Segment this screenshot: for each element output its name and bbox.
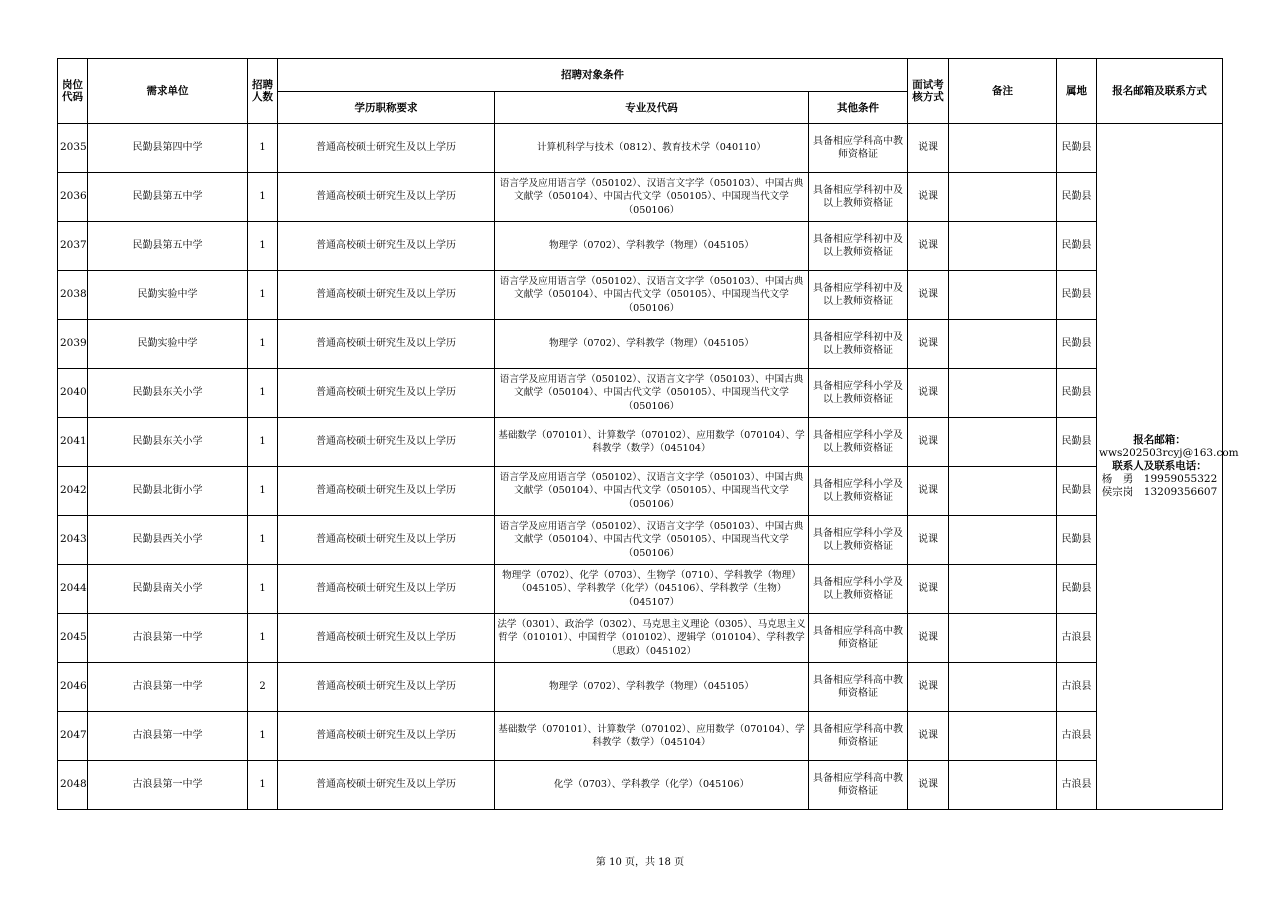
- cell-unit: 民勤县第五中学: [88, 222, 248, 271]
- cell-unit: 民勤县第四中学: [88, 124, 248, 173]
- cell-remark: [949, 418, 1057, 467]
- cell-interview: 说课: [908, 712, 949, 761]
- cell-region: 古浪县: [1057, 614, 1097, 663]
- cell-region: 古浪县: [1057, 761, 1097, 810]
- cell-interview: 说课: [908, 320, 949, 369]
- cell-count: 1: [248, 467, 278, 516]
- cell-region: 民勤县: [1057, 418, 1097, 467]
- cell-code: 2047: [58, 712, 88, 761]
- email-address: wws202503rcyj@163.com: [1099, 447, 1239, 459]
- header-contact: 报名邮箱及联系方式: [1097, 59, 1223, 124]
- cell-code: 2040: [58, 369, 88, 418]
- cell-remark: [949, 124, 1057, 173]
- header-count: 招聘人数: [248, 59, 278, 124]
- cell-unit: 民勤县南关小学: [88, 565, 248, 614]
- cell-major: 化学（0703）、学科教学（化学）（045106）: [495, 761, 809, 810]
- cell-count: 1: [248, 124, 278, 173]
- table-row: [58, 173, 1223, 222]
- cell-other: 具备相应学科初中及以上教师资格证: [809, 320, 908, 369]
- header-education: 学历职称要求: [278, 92, 495, 124]
- cell-major: 语言学及应用语言学（050102）、汉语言文字学（050103）、中国古典文献学（050104）、中国古代文学（050105）、中国现当代文学（050106）: [495, 467, 809, 516]
- cell-major: 物理学（0702）、学科教学（物理）（045105）: [495, 222, 809, 271]
- cell-code: 2036: [58, 173, 88, 222]
- cell-major: 物理学（0702）、学科教学（物理）（045105）: [495, 663, 809, 712]
- cell-count: 1: [248, 614, 278, 663]
- cell-other: 具备相应学科初中及以上教师资格证: [809, 222, 908, 271]
- cell-code: 2041: [58, 418, 88, 467]
- cell-code: 2042: [58, 467, 88, 516]
- table-row: [58, 369, 1223, 418]
- cell-region: 民勤县: [1057, 271, 1097, 320]
- cell-interview: 说课: [908, 418, 949, 467]
- cell-education: 普通高校硕士研究生及以上学历: [278, 271, 495, 320]
- table-row: [58, 124, 1223, 173]
- cell-education: 普通高校硕士研究生及以上学历: [278, 467, 495, 516]
- cell-code: 2039: [58, 320, 88, 369]
- header-other: 其他条件: [809, 92, 908, 124]
- cell-count: 1: [248, 173, 278, 222]
- cell-remark: [949, 614, 1057, 663]
- cell-unit: 民勤县东关小学: [88, 369, 248, 418]
- cell-education: 普通高校硕士研究生及以上学历: [278, 124, 495, 173]
- cell-unit: 民勤县北街小学: [88, 467, 248, 516]
- cell-code: 2043: [58, 516, 88, 565]
- cell-count: 1: [248, 712, 278, 761]
- cell-count: 1: [248, 320, 278, 369]
- cell-count: 1: [248, 271, 278, 320]
- cell-remark: [949, 516, 1057, 565]
- cell-count: 1: [248, 565, 278, 614]
- table-row: [58, 712, 1223, 761]
- cell-region: 民勤县: [1057, 369, 1097, 418]
- table-row: [58, 761, 1223, 810]
- cell-education: 普通高校硕士研究生及以上学历: [278, 663, 495, 712]
- cell-education: 普通高校硕士研究生及以上学历: [278, 712, 495, 761]
- cell-major: 基础数学（070101）、计算数学（070102）、应用数学（070104）、学科教学（数学）（045104）: [495, 418, 809, 467]
- cell-region: 民勤县: [1057, 222, 1097, 271]
- cell-code: 2035: [58, 124, 88, 173]
- cell-major: 语言学及应用语言学（050102）、汉语言文字学（050103）、中国古典文献学（050104）、中国古代文学（050105）、中国现当代文学（050106）: [495, 516, 809, 565]
- cell-region: 古浪县: [1057, 663, 1097, 712]
- cell-education: 普通高校硕士研究生及以上学历: [278, 614, 495, 663]
- cell-region: 民勤县: [1057, 320, 1097, 369]
- cell-interview: 说课: [908, 173, 949, 222]
- cell-code: 2048: [58, 761, 88, 810]
- recruitment-table: [57, 58, 1239, 810]
- cell-education: 普通高校硕士研究生及以上学历: [278, 418, 495, 467]
- cell-education: 普通高校硕士研究生及以上学历: [278, 320, 495, 369]
- cell-unit: 古浪县第一中学: [88, 712, 248, 761]
- cell-major: 语言学及应用语言学（050102）、汉语言文字学（050103）、中国古典文献学（050104）、中国古代文学（050105）、中国现当代文学（050106）: [495, 271, 809, 320]
- cell-major: 物理学（0702）、化学（0703）、生物学（0710）、学科教学（物理）（045105）、学科教学（化学）（045106）、学科教学（生物）（045107）: [495, 565, 809, 614]
- table-row: [58, 467, 1223, 516]
- cell-count: 1: [248, 369, 278, 418]
- header-remark: 备注: [949, 59, 1057, 124]
- cell-major: 语言学及应用语言学（050102）、汉语言文字学（050103）、中国古典文献学（050104）、中国古代文学（050105）、中国现当代文学（050106）: [495, 369, 809, 418]
- table-row: [58, 320, 1223, 369]
- cell-unit: 民勤县第五中学: [88, 173, 248, 222]
- cell-remark: [949, 565, 1057, 614]
- table-row: [58, 565, 1223, 614]
- cell-other: 具备相应学科小学及以上教师资格证: [809, 516, 908, 565]
- cell-code: 2045: [58, 614, 88, 663]
- table-row: [58, 663, 1223, 712]
- cell-remark: [949, 663, 1057, 712]
- page-number: 第 10 页，共 18 页: [595, 857, 685, 868]
- cell-remark: [949, 271, 1057, 320]
- header-code: 岗位代码: [58, 59, 88, 124]
- cell-other: 具备相应学科高中教师资格证: [809, 712, 908, 761]
- cell-other: 具备相应学科小学及以上教师资格证: [809, 418, 908, 467]
- header-region: 属地: [1057, 59, 1097, 124]
- cell-unit: 民勤实验中学: [88, 271, 248, 320]
- cell-major: 法学（0301）、政治学（0302）、马克思主义理论（0305）、马克思主义哲学（010101）、中国哲学（010102）、逻辑学（010104）、学科教学（思政）（045102）: [495, 614, 809, 663]
- cell-unit: 古浪县第一中学: [88, 663, 248, 712]
- cell-other: 具备相应学科高中教师资格证: [809, 614, 908, 663]
- cell-remark: [949, 369, 1057, 418]
- cell-education: 普通高校硕士研究生及以上学历: [278, 369, 495, 418]
- cell-code: 2037: [58, 222, 88, 271]
- cell-remark: [949, 222, 1057, 271]
- header-interview: 面试考核方式: [908, 59, 949, 124]
- cell-count: 1: [248, 761, 278, 810]
- cell-education: 普通高校硕士研究生及以上学历: [278, 516, 495, 565]
- cell-interview: 说课: [908, 663, 949, 712]
- cell-remark: [949, 761, 1057, 810]
- cell-major: 语言学及应用语言学（050102）、汉语言文字学（050103）、中国古典文献学（050104）、中国古代文学（050105）、中国现当代文学（050106）: [495, 173, 809, 222]
- cell-count: 1: [248, 222, 278, 271]
- cell-code: 2046: [58, 663, 88, 712]
- cell-region: 民勤县: [1057, 565, 1097, 614]
- contact-person-2: 侯宗岗 13209356607: [1101, 486, 1218, 498]
- cell-code: 2044: [58, 565, 88, 614]
- cell-education: 普通高校硕士研究生及以上学历: [278, 761, 495, 810]
- table-row: [58, 222, 1223, 271]
- cell-remark: [949, 712, 1057, 761]
- cell-education: 普通高校硕士研究生及以上学历: [278, 173, 495, 222]
- cell-interview: 说课: [908, 467, 949, 516]
- contact-person-1: 杨 勇 19959055322: [1101, 473, 1218, 485]
- cell-region: 民勤县: [1057, 467, 1097, 516]
- cell-region: 民勤县: [1057, 516, 1097, 565]
- cell-count: 1: [248, 418, 278, 467]
- cell-other: 具备相应学科高中教师资格证: [809, 124, 908, 173]
- cell-education: 普通高校硕士研究生及以上学历: [278, 565, 495, 614]
- cell-other: 具备相应学科初中及以上教师资格证: [809, 271, 908, 320]
- cell-interview: 说课: [908, 369, 949, 418]
- cell-major: 基础数学（070101）、计算数学（070102）、应用数学（070104）、学科教学（数学）（045104）: [495, 712, 809, 761]
- cell-other: 具备相应学科小学及以上教师资格证: [809, 369, 908, 418]
- table-row: [58, 516, 1223, 565]
- table-row: [58, 271, 1223, 320]
- cell-interview: 说课: [908, 516, 949, 565]
- cell-unit: 民勤县东关小学: [88, 418, 248, 467]
- cell-code: 2038: [58, 271, 88, 320]
- cell-interview: 说课: [908, 565, 949, 614]
- cell-remark: [949, 320, 1057, 369]
- cell-count: 2: [248, 663, 278, 712]
- header-unit: 需求单位: [88, 59, 248, 124]
- cell-other: 具备相应学科高中教师资格证: [809, 663, 908, 712]
- email-label: 报名邮箱：: [1133, 434, 1186, 446]
- cell-unit: 古浪县第一中学: [88, 761, 248, 810]
- cell-major: 计算机科学与技术（0812）、教育技术学（040110）: [495, 124, 809, 173]
- cell-interview: 说课: [908, 761, 949, 810]
- cell-education: 普通高校硕士研究生及以上学历: [278, 222, 495, 271]
- cell-region: 民勤县: [1057, 173, 1097, 222]
- cell-other: 具备相应学科高中教师资格证: [809, 761, 908, 810]
- cell-other: 具备相应学科小学及以上教师资格证: [809, 565, 908, 614]
- cell-other: 具备相应学科小学及以上教师资格证: [809, 467, 908, 516]
- cell-interview: 说课: [908, 124, 949, 173]
- cell-major: 物理学（0702）、学科教学（物理）（045105）: [495, 320, 809, 369]
- header-row-1: [58, 59, 1223, 92]
- cell-unit: 古浪县第一中学: [88, 614, 248, 663]
- cell-unit: 民勤县西关小学: [88, 516, 248, 565]
- cell-region: 民勤县: [1057, 124, 1097, 173]
- cell-count: 1: [248, 516, 278, 565]
- contact-cell: [1097, 124, 1239, 810]
- header-conditions: 招聘对象条件: [278, 59, 908, 92]
- header-major: 专业及代码: [495, 92, 809, 124]
- table-row: [58, 614, 1223, 663]
- phone-label: 联系人及联系电话：: [1112, 460, 1207, 472]
- cell-region: 古浪县: [1057, 712, 1097, 761]
- cell-interview: 说课: [908, 222, 949, 271]
- cell-remark: [949, 467, 1057, 516]
- cell-other: 具备相应学科初中及以上教师资格证: [809, 173, 908, 222]
- cell-unit: 民勤实验中学: [88, 320, 248, 369]
- cell-interview: 说课: [908, 614, 949, 663]
- cell-interview: 说课: [908, 271, 949, 320]
- cell-remark: [949, 173, 1057, 222]
- table-row: [58, 418, 1223, 467]
